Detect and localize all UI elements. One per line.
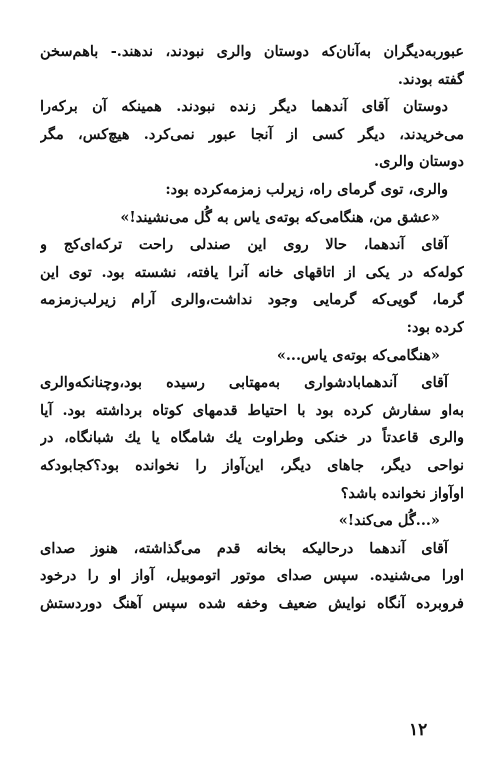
text-line: آقای آندهمابادشواری به‌مهتابی رسیده بود،وچنانکه‌والری [40, 374, 448, 392]
text-line: والری قاعدتاً در خنکی وطراوت یك شامگاه یا یك شبانگاه، در [40, 429, 464, 447]
text-line: عبوربه‌دیگران به‌آنان‌که دوستان والری نبودند، ندهند.- باهم‌سخن [40, 43, 464, 60]
text-line: آقای آندهما درحالیکه بخانه قدم می‌گذاشته، هنوز صدای [40, 539, 448, 557]
text-line: کوله‌که در یکی از اتاقهای خانه آنرا یافته، نشسته بود. توی این [40, 263, 464, 281]
text-line: فروبرده آنگاه نوایش ضعیف وخفه شده سپس آهنگ دوردستش [40, 594, 464, 612]
text-line: اوآواز نخوانده باشد؟ [340, 484, 464, 502]
text-line: اورا می‌شنیده. سپس صدای موتور اتوموبیل، آواز او را درخود [40, 567, 464, 585]
text-line: می‌خریدند، دیگر کسی از آنجا عبور نمی‌کرد. هیچ‌کس، مگر [40, 125, 464, 143]
quoted-line: «هنگامی‌که بوته‌ی یاس...» [276, 346, 440, 364]
text-line: گرما، گویی‌که گرمایی وجود نداشت،والری آرام زیرلب‌زمزمه [40, 291, 464, 309]
text-line: دوستان والری. [374, 153, 464, 171]
text-line: به‌او سفارش کرده بود با احتیاط قدمهای کوتاه برداشته بود. آیا [40, 401, 464, 419]
text-line: دوستان آقای آندهما دیگر زنده نبودند. همینکه آن برکه‌را [40, 98, 448, 116]
quoted-line: «...گُل می‌کند!» [338, 512, 440, 530]
body-text [40, 38, 464, 617]
text-line: نواحی دیگر، جاهای دیگر، این‌آواز را نخوانده بود؟کجابودکه [40, 456, 464, 474]
text-line: آقای آندهما، حالا روی این صندلی راحت ترکه‌ای‌کج و [40, 236, 448, 254]
page-number: ۱۲ [409, 720, 428, 740]
quoted-line: «عشق من، هنگامی‌که بوته‌ی یاس به گُل می‌نشیند!» [120, 208, 440, 226]
text-line: کرده بود: [406, 318, 464, 336]
text-line: والری، توی گرمای راه، زیرلب زمزمه‌کرده بود: [165, 180, 448, 198]
text-line: گفته بودند. [397, 70, 464, 88]
